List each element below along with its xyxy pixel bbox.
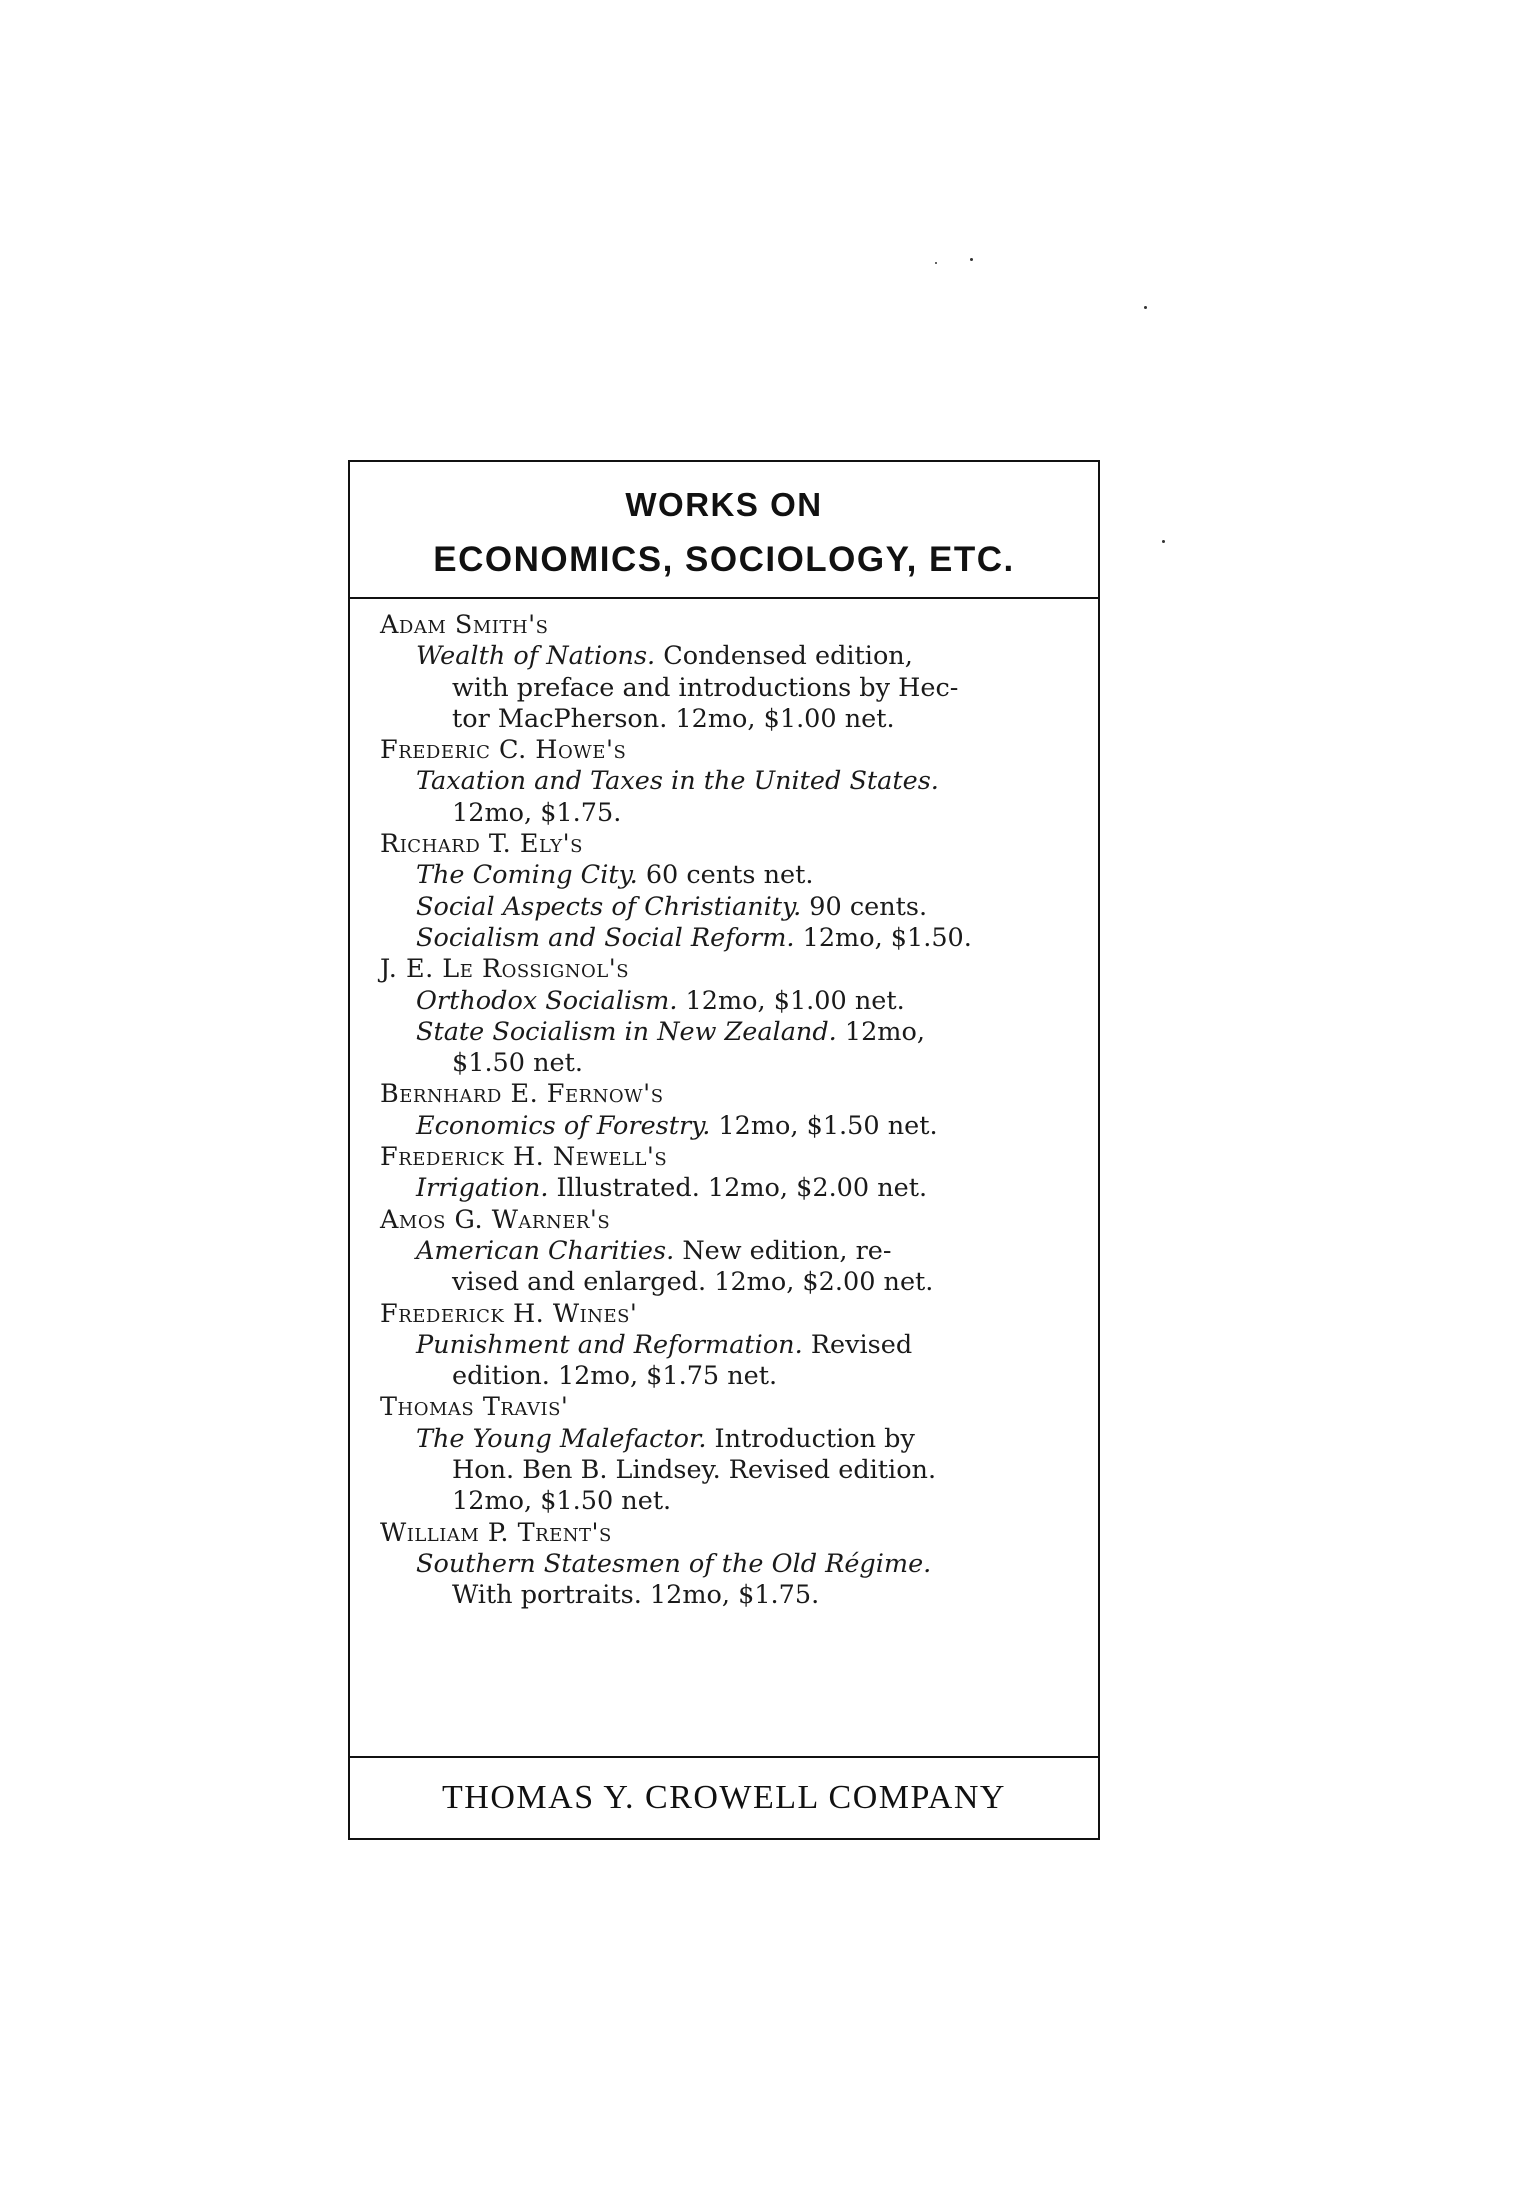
work-details: Illustrated. 12mo, $2.00 net. [548, 1173, 928, 1204]
work-listing [416, 641, 1080, 735]
advertisement-box [348, 460, 1100, 1840]
work-details-continued: 12mo, $1.75. [452, 797, 622, 828]
work-title: Wealth of Nations. [416, 641, 656, 672]
work-listing [416, 1173, 1080, 1204]
author-name: Bernhard E. Fernow's [380, 1079, 664, 1110]
book-listing [380, 610, 1080, 1612]
work-listing [416, 1549, 1080, 1612]
book-entry [380, 829, 1080, 954]
work-details-continued: with preface and introductions by Hec- [452, 672, 959, 703]
work-listing [416, 1236, 1080, 1299]
publisher-footer: THOMAS Y. CROWELL COMPANY [350, 1756, 1098, 1838]
work-title: The Young Malefactor. [416, 1423, 707, 1454]
book-entry [380, 610, 1080, 735]
work-details-continued: edition. 12mo, $1.75 net. [452, 1361, 778, 1392]
author-name: J. E. Le Rossignol's [380, 954, 630, 985]
scan-speck [1162, 540, 1165, 543]
work-title: American Charities. [416, 1235, 675, 1266]
work-title: Social Aspects of Christianity. [416, 891, 802, 922]
work-listing [416, 766, 1080, 829]
work-listing [416, 860, 1080, 891]
work-title: Taxation and Taxes in the United States. [416, 766, 939, 797]
work-details: New edition, re- [674, 1235, 892, 1266]
work-details: 12mo, $1.50. [794, 922, 972, 953]
work-details: 12mo, $1.50 net. [710, 1110, 938, 1141]
work-title: The Coming City. [416, 860, 638, 891]
work-listing [416, 1330, 1080, 1393]
book-entry [380, 1299, 1080, 1393]
work-details: 12mo, $1.00 net. [677, 985, 905, 1016]
author-name: Thomas Travis' [380, 1392, 569, 1423]
author-name: Richard T. Ely's [380, 829, 583, 860]
work-title: State Socialism in New Zealand. [416, 1016, 837, 1047]
work-listing [416, 892, 1080, 923]
ad-header [350, 462, 1098, 599]
author-name: Frederick H. Wines' [380, 1298, 638, 1329]
scan-speck [1144, 306, 1147, 309]
work-listing [416, 986, 1080, 1017]
book-entry [380, 1079, 1080, 1142]
scan-speck [935, 262, 937, 264]
scan-speck [970, 258, 973, 261]
work-listing [416, 923, 1080, 954]
work-title: Irrigation. [416, 1173, 549, 1204]
book-entry [380, 1518, 1080, 1612]
author-name: Adam Smith's [380, 610, 549, 640]
book-entry [380, 954, 1080, 1079]
work-details-continued: vised and enlarged. 12mo, $2.00 net. [452, 1267, 934, 1298]
work-title: Socialism and Social Reform. [416, 922, 795, 953]
author-name: Frederic C. Howe's [380, 735, 627, 766]
author-name: Frederick H. Newell's [380, 1142, 668, 1173]
work-listing [416, 1111, 1080, 1142]
work-details: 90 cents. [801, 891, 928, 922]
book-entry [380, 1205, 1080, 1299]
work-listing [416, 1017, 1080, 1080]
work-details: Introduction by [706, 1423, 915, 1454]
work-details-continued: With portraits. 12mo, $1.75. [452, 1580, 820, 1611]
book-entry [380, 735, 1080, 829]
work-title: Punishment and Reformation. [416, 1329, 803, 1360]
work-details: 60 cents net. [637, 860, 814, 891]
work-details-continued: tor MacPherson. 12mo, $1.00 net. [452, 703, 895, 734]
work-title: Southern Statesmen of the Old Régime. [416, 1548, 932, 1579]
work-title: Orthodox Socialism. [416, 985, 678, 1016]
work-details-continued: $1.50 net. [452, 1048, 583, 1079]
work-details: Condensed edition, [655, 641, 913, 672]
work-listing [416, 1424, 1080, 1518]
book-entry [380, 1392, 1080, 1517]
work-details: Revised [802, 1329, 913, 1360]
work-details-continued: Hon. Ben B. Lindsey. Revised edition. [452, 1455, 937, 1486]
author-name: Amos G. Warner's [380, 1204, 611, 1235]
work-details: 12mo, [836, 1016, 925, 1047]
book-entry [380, 1142, 1080, 1205]
work-details-continued: 12mo, $1.50 net. [452, 1486, 672, 1517]
author-name: William P. Trent's [380, 1517, 612, 1548]
work-title: Economics of Forestry. [416, 1110, 711, 1141]
header-line-1: WORKS ON [625, 486, 823, 523]
header-line-2: ECONOMICS, SOCIOLOGY, ETC. [433, 540, 1015, 579]
